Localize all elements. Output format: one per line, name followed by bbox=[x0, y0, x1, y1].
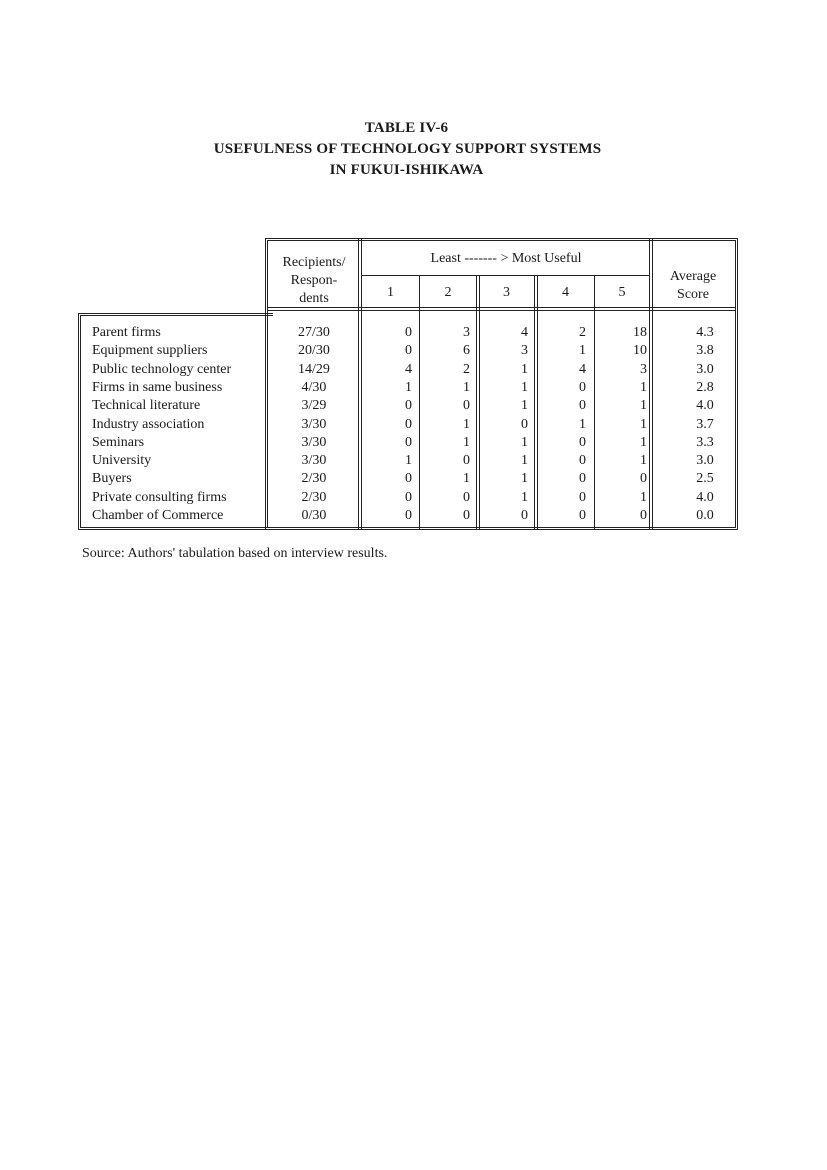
recipients-cell: 2/30 bbox=[301, 489, 327, 505]
score-cell: 0 bbox=[579, 489, 586, 505]
score-cell: 1 bbox=[521, 379, 528, 395]
row-label: Equipment suppliers bbox=[92, 343, 208, 359]
score-cell: 1 bbox=[640, 489, 647, 505]
score-cell: 4 bbox=[405, 361, 412, 377]
score-cell: 1 bbox=[463, 416, 470, 432]
header-divider bbox=[268, 310, 735, 311]
score-cell: 0 bbox=[405, 325, 412, 340]
score-cell: 0 bbox=[579, 379, 586, 395]
recipients-cell: 3/29 bbox=[301, 398, 327, 414]
average-cell: 0.0 bbox=[696, 508, 714, 523]
score-cell: 0 bbox=[579, 398, 586, 414]
average-cell: 3.0 bbox=[696, 361, 714, 377]
column-divider bbox=[358, 238, 362, 530]
score-cell: 1 bbox=[640, 434, 647, 450]
score-cell: 1 bbox=[521, 471, 528, 487]
score-cell: 0 bbox=[405, 489, 412, 505]
score-cell: 6 bbox=[463, 343, 470, 359]
score-header-1: 1 bbox=[387, 285, 394, 300]
score-cell: 0 bbox=[405, 434, 412, 450]
score-cell: 0 bbox=[640, 471, 647, 487]
row-label: Industry association bbox=[92, 416, 205, 432]
table-subheading: IN FUKUI-ISHIKAWA bbox=[329, 162, 484, 178]
score-cell: 4 bbox=[579, 361, 586, 377]
score-cell: 0 bbox=[579, 471, 586, 487]
row-label: Public technology center bbox=[92, 361, 232, 377]
score-cell: 3 bbox=[521, 343, 528, 359]
score-cell: 4 bbox=[521, 325, 528, 340]
score-cell: 2 bbox=[579, 325, 586, 340]
row-label: Firms in same business bbox=[92, 379, 223, 395]
score-cell: 0 bbox=[463, 489, 470, 505]
score-header-3: 3 bbox=[503, 285, 510, 300]
recipients-cell: 3/30 bbox=[301, 434, 327, 450]
column-divider bbox=[594, 275, 595, 530]
score-cell: 0 bbox=[579, 453, 586, 469]
score-cell: 1 bbox=[640, 453, 647, 469]
average-score-header: Average Score bbox=[669, 269, 717, 302]
row-label: University bbox=[92, 453, 152, 469]
average-cell: 2.8 bbox=[696, 379, 714, 395]
score-cell: 1 bbox=[640, 398, 647, 414]
score-cell: 0 bbox=[579, 508, 586, 523]
row-label: Seminars bbox=[92, 434, 145, 450]
recipients-cell: 20/30 bbox=[298, 343, 330, 359]
score-cell: 1 bbox=[521, 434, 528, 450]
score-cell: 1 bbox=[579, 343, 586, 359]
recipients-cell: 14/29 bbox=[298, 361, 330, 377]
score-cell: 0 bbox=[463, 453, 470, 469]
recipients-header: Recipients/ Respon- dents bbox=[282, 255, 346, 306]
score-cell: 1 bbox=[463, 434, 470, 450]
score-cell: 1 bbox=[463, 379, 470, 395]
score-cell: 1 bbox=[463, 471, 470, 487]
score-cell: 0 bbox=[405, 508, 412, 523]
recipients-cell: 2/30 bbox=[301, 471, 327, 487]
row-label: Technical literature bbox=[92, 398, 201, 414]
score-cell: 1 bbox=[521, 398, 528, 414]
score-cell: 0 bbox=[640, 508, 647, 523]
column-divider bbox=[419, 275, 420, 530]
row-label: Buyers bbox=[92, 471, 132, 487]
score-header-4: 4 bbox=[562, 285, 569, 300]
average-cell: 4.3 bbox=[696, 325, 714, 340]
score-cell: 3 bbox=[640, 361, 647, 377]
score-header-2: 2 bbox=[444, 285, 452, 300]
average-cell: 3.0 bbox=[696, 453, 714, 469]
average-cell: 2.5 bbox=[696, 471, 714, 487]
source-note: Source: Authors' tabulation based on interview results. bbox=[82, 546, 388, 561]
table-heading: USEFULNESS OF TECHNOLOGY SUPPORT SYSTEMS bbox=[213, 141, 602, 157]
recipients-cell: 3/30 bbox=[301, 453, 327, 469]
score-cell: 0 bbox=[521, 416, 528, 432]
column-divider bbox=[476, 275, 480, 530]
score-cell: 2 bbox=[463, 361, 470, 377]
score-cell: 3 bbox=[463, 325, 470, 340]
scale-header: Least ------- > Most Useful bbox=[430, 251, 582, 266]
score-cell: 1 bbox=[405, 379, 412, 395]
average-cell: 3.8 bbox=[696, 343, 714, 359]
row-label: Private consulting firms bbox=[92, 489, 227, 505]
score-cell: 1 bbox=[640, 416, 647, 432]
score-cell: 0 bbox=[405, 343, 412, 359]
recipients-cell: 4/30 bbox=[301, 379, 327, 395]
score-cell: 0 bbox=[463, 508, 470, 523]
score-cell: 1 bbox=[579, 416, 586, 432]
score-cell: 0 bbox=[463, 398, 470, 414]
average-cell: 4.0 bbox=[696, 398, 714, 414]
column-divider bbox=[534, 275, 538, 530]
score-cell: 0 bbox=[405, 416, 412, 432]
score-cell: 0 bbox=[579, 434, 586, 450]
average-cell: 3.3 bbox=[696, 434, 714, 450]
score-cell: 1 bbox=[405, 453, 412, 469]
score-cell: 0 bbox=[405, 471, 412, 487]
score-cell: 1 bbox=[640, 379, 647, 395]
recipients-cell: 0/30 bbox=[301, 508, 327, 523]
score-cell: 1 bbox=[521, 453, 528, 469]
recipients-cell: 27/30 bbox=[298, 325, 330, 340]
score-cell: 18 bbox=[633, 325, 647, 340]
score-cell: 0 bbox=[405, 398, 412, 414]
average-cell: 4.0 bbox=[696, 489, 714, 505]
row-label: Parent firms bbox=[92, 325, 161, 340]
table-title bbox=[0, 118, 827, 181]
row-label: Chamber of Commerce bbox=[92, 508, 224, 523]
header-divider bbox=[361, 275, 650, 276]
score-header-5: 5 bbox=[618, 285, 626, 300]
table-number: TABLE IV-6 bbox=[364, 120, 449, 136]
score-cell: 10 bbox=[633, 343, 647, 359]
recipients-cell: 3/30 bbox=[301, 416, 327, 432]
score-cell: 1 bbox=[521, 489, 528, 505]
score-cell: 0 bbox=[521, 508, 528, 523]
average-cell: 3.7 bbox=[696, 416, 714, 432]
score-cell: 1 bbox=[521, 361, 528, 377]
